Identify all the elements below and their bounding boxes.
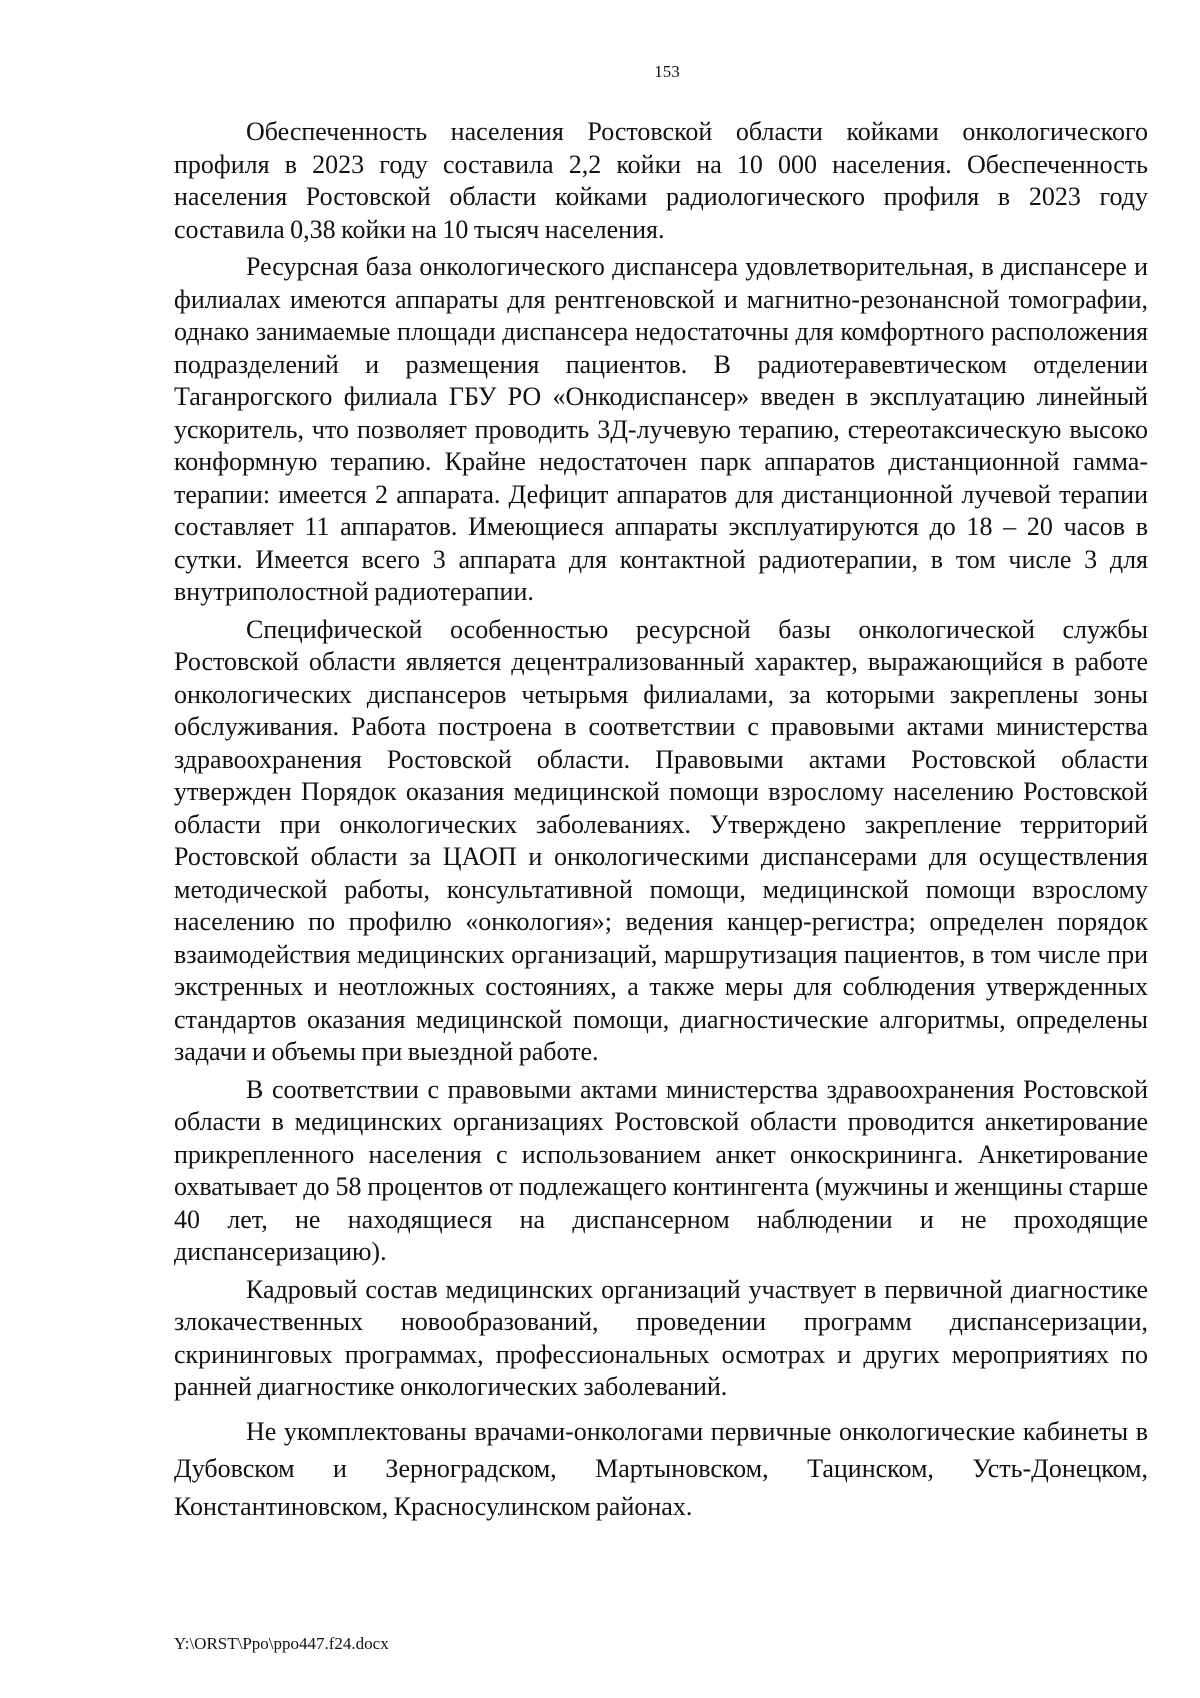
paragraph-understaffed-offices: Не укомплектованы врачами-онкологами первичные онкологические кабинеты в Дубовском и Зерноградском, Мартыновском, Тацинском, Усть-Донецком, Константиновском, Красносулинском районах. <box>174 1416 1148 1521</box>
document-body <box>174 116 1148 1525</box>
paragraph-staff-diagnostics: Кадровый состав медицинских организаций участвует в первичной диагностике злокачественных новообразований, проведении программ диспансеризации, скрининговых программах, профессиональных осмотрах и других мероприятиях по ранней диагностике онкологических заболеваний. <box>174 1274 1148 1401</box>
paragraph-bed-provision: Обеспеченность населения Ростовской области койками онкологического профиля в 2023 году составила 2,2 койки на 10 000 населения. Обеспеченность населения Ростовской области койками радиологического профиля в 2023 году составила 0,38 койки на 10 тысяч населения. <box>174 117 1148 244</box>
paragraph-decentralized-service: Специфической особенностью ресурсной базы онкологической службы Ростовской области является децентрализованный характер, выражающийся в работе онкологических диспансеров четырьмя филиалами, за которыми закреплены зоны обслуживания. Работа построена в соответствии с правовыми актами министерства здравоохранения Ростовской области. Правовыми актами Ростовской области утвержден Порядок оказания медицинской помощи взрослому населению Ростовской области при онкологических заболеваниях. Утверждено закрепление территорий Ростовской области за ЦАОП и онкологическими диспансерами для осуществления методической работы, консультативной помощи, медицинской помощи взрослому населению по профилю «онкология»; ведения канцер-регистра; определен порядок взаимодействия медицинских организаций, маршрутизация пациентов, в том числе при экстренных и неотложных состояниях, а также меры для соблюдения утвержденных стандартов оказания медицинской помощи, диагностические алгоритмы, определены задачи и объемы при выездной работе. <box>174 614 1148 1066</box>
paragraph-resource-base: Ресурсная база онкологического диспансера удовлетворительная, в диспансере и филиалах имеются аппараты для рентгеновской и магнитно-резонансной томографии, однако занимаемые площади диспансера недостаточны для комфортного расположения подразделений и размещения пациентов. В радиотеравевтическом отделении Таганрогского филиала ГБУ РО «Онкодиспансер» введен в эксплуатацию линейный ускоритель, что позволяет проводить 3Д-лучевую терапию, стереотаксическую высоко конформную терапию. Крайне недостаточен парк аппаратов дистанционной гамма-терапии: имеется 2 аппарата. Дефицит аппаратов для дистанционной лучевой терапии составляет 11 аппаратов. Имеющиеся аппараты эксплуатируются до 18 – 20 часов в сутки. Имеется всего 3 аппарата для контактной радиотерапии, в том числе 3 для внутриполостной радиотерапии. <box>174 252 1148 606</box>
page-number: 153 <box>654 62 680 81</box>
paragraph-oncoscreening-survey: В соответствии с правовыми актами министерства здравоохранения Ростовской области в медицинских организациях Ростовской области проводится анкетирование прикрепленного населения с использованием анкет онкоскрининга. Анкетирование охватывает до 58 процентов от подлежащего контингента (мужчины и женщины старше 40 лет, не находящиеся на диспансерном наблюдении и не проходящие диспансеризацию). <box>174 1074 1148 1266</box>
footer-file-path: Y:\ORST\Ppo\ppo447.f24.docx <box>174 1634 389 1653</box>
